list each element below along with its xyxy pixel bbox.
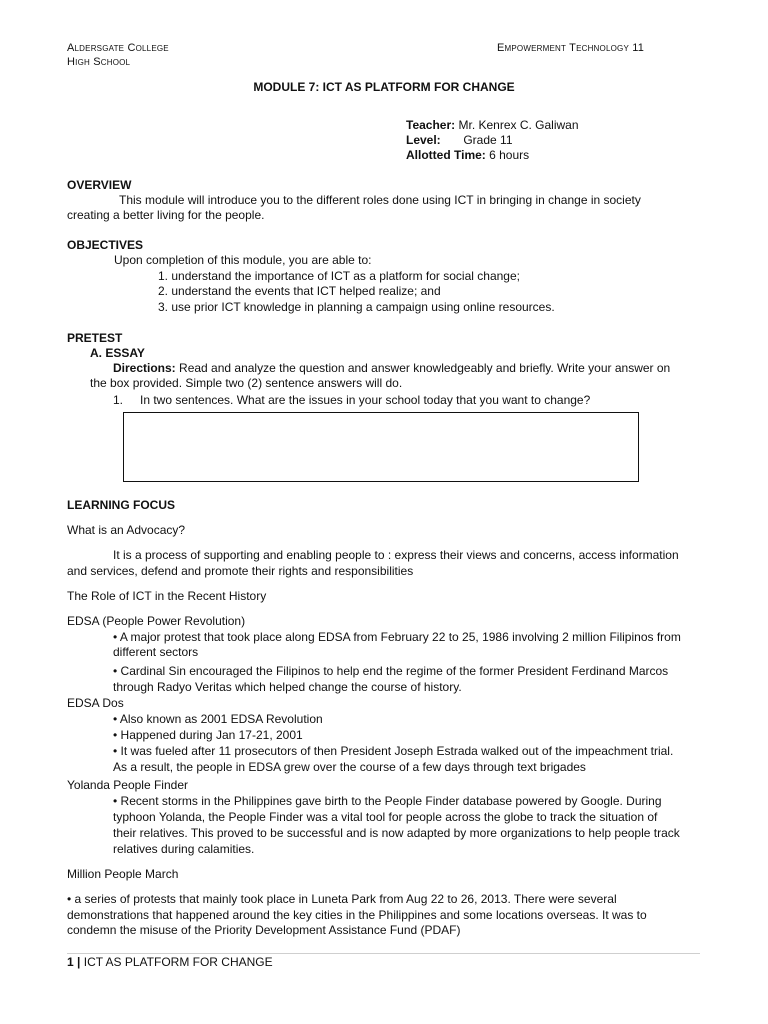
edsa-dos-bullet-4: As a result, the people in EDSA grew over the course of a few days through text brigades xyxy=(113,760,586,774)
level-label: Level: xyxy=(406,133,441,147)
overview-line-2: creating a better living for the people. xyxy=(67,208,265,222)
time-label: Allotted Time: xyxy=(406,148,486,162)
module-title: MODULE 7: ICT AS PLATFORM FOR CHANGE xyxy=(253,80,515,94)
edsa-dos-bullet-3: • It was fueled after 11 prosecutors of then President Joseph Estrada walked out of the impeachment trial. xyxy=(113,744,674,758)
yolanda-line-2: typhoon Yolanda, the People Finder was a vital tool for people across the globe to track the situation of xyxy=(113,810,658,824)
edsa-bullet-1-line-2: different sectors xyxy=(113,645,199,659)
objective-item: 1. understand the importance of ICT as a platform for social change; xyxy=(158,269,520,283)
objectives-intro: Upon completion of this module, you are able to: xyxy=(114,253,372,267)
directions-line-2: the box provided. Simple two (2) sentence answers will do. xyxy=(90,376,403,390)
advocacy-question: What is an Advocacy? xyxy=(67,523,186,537)
overview-heading: OVERVIEW xyxy=(67,178,132,192)
footer-divider xyxy=(67,953,700,954)
directions-text: Read and analyze the question and answer knowledgeably and briefly. Write your answer on xyxy=(179,361,671,375)
million-march-line-2: demonstrations that happened around the key cities in the Philippines and some locations overseas. It was to xyxy=(67,908,647,922)
question-number: 1. xyxy=(113,393,124,407)
role-heading: The Role of ICT in the Recent History xyxy=(67,589,267,603)
yolanda-line-3: their relatives. This proved to be successful and is now adapted by more organizations to help people track xyxy=(113,826,680,840)
pretest-heading: PRETEST xyxy=(67,331,123,345)
page-number: 1 xyxy=(67,955,74,969)
edsa-bullet-1-line-1: • A major protest that took place along EDSA from February 22 to 25, 1986 involving 2 million Filipinos from xyxy=(113,630,681,644)
advocacy-definition-2: and services, defend and promote their rights and responsibilities xyxy=(67,564,414,578)
yolanda-heading: Yolanda People Finder xyxy=(67,778,188,792)
edsa-dos-bullet-2: • Happened during Jan 17-21, 2001 xyxy=(113,728,303,742)
advocacy-definition-1: It is a process of supporting and enabling people to : express their views and concerns, access information xyxy=(113,548,679,562)
answer-box[interactable] xyxy=(123,412,639,482)
footer-title: ICT AS PLATFORM FOR CHANGE xyxy=(83,955,273,969)
question-1 xyxy=(113,393,590,408)
teacher-label: Teacher: xyxy=(406,118,456,132)
edsa-bullet-2-line-2: through Radyo Veritas which helped change the course of history. xyxy=(113,680,462,694)
objective-item: 3. use prior ICT knowledge in planning a campaign using online resources. xyxy=(158,300,555,314)
overview-line-1: This module will introduce you to the different roles done using ICT in bringing in change in society xyxy=(119,193,641,207)
page-footer xyxy=(67,955,273,970)
directions-line-1 xyxy=(90,361,700,376)
teacher-value: Mr. Kenrex C. Galiwan xyxy=(458,118,579,132)
yolanda-line-1: • Recent storms in the Philippines gave birth to the People Finder database powered by Google. During xyxy=(113,794,662,808)
module-meta xyxy=(406,118,579,163)
footer-separator: | xyxy=(77,955,81,969)
million-march-heading: Million People March xyxy=(67,867,179,881)
edsa-heading: EDSA (People Power Revolution) xyxy=(67,614,246,628)
edsa-dos-heading: EDSA Dos xyxy=(67,696,124,710)
level-value: Grade 11 xyxy=(463,133,513,147)
directions-label: Directions: xyxy=(113,361,176,375)
edsa-dos-bullet-1: • Also known as 2001 EDSA Revolution xyxy=(113,712,323,726)
school-name: Aldersgate College xyxy=(67,42,169,54)
objective-item: 2. understand the events that ICT helped realize; and xyxy=(158,284,441,298)
school-header xyxy=(67,41,169,69)
time-value: 6 hours xyxy=(489,148,530,162)
million-march-line-3: condemn the misuse of the Priority Development Assistance Fund (PDAF) xyxy=(67,923,461,937)
objectives-heading: OBJECTIVES xyxy=(67,238,144,252)
edsa-bullet-2-line-1: • Cardinal Sin encouraged the Filipinos to help end the regime of the former President Ferdinand Marcos xyxy=(113,664,669,678)
yolanda-line-4: relatives during calamities. xyxy=(113,842,255,856)
essay-heading: A. ESSAY xyxy=(90,346,145,360)
subject-header: Empowerment Technology 11 xyxy=(497,42,645,54)
million-march-line-1: • a series of protests that mainly took place in Luneta Park from Aug 22 to 26, 2013. There were several xyxy=(67,892,617,906)
learning-focus-heading: LEARNING FOCUS xyxy=(67,498,175,512)
question-text: In two sentences. What are the issues in your school today that you want to change? xyxy=(140,393,591,407)
school-level: High School xyxy=(67,56,131,68)
